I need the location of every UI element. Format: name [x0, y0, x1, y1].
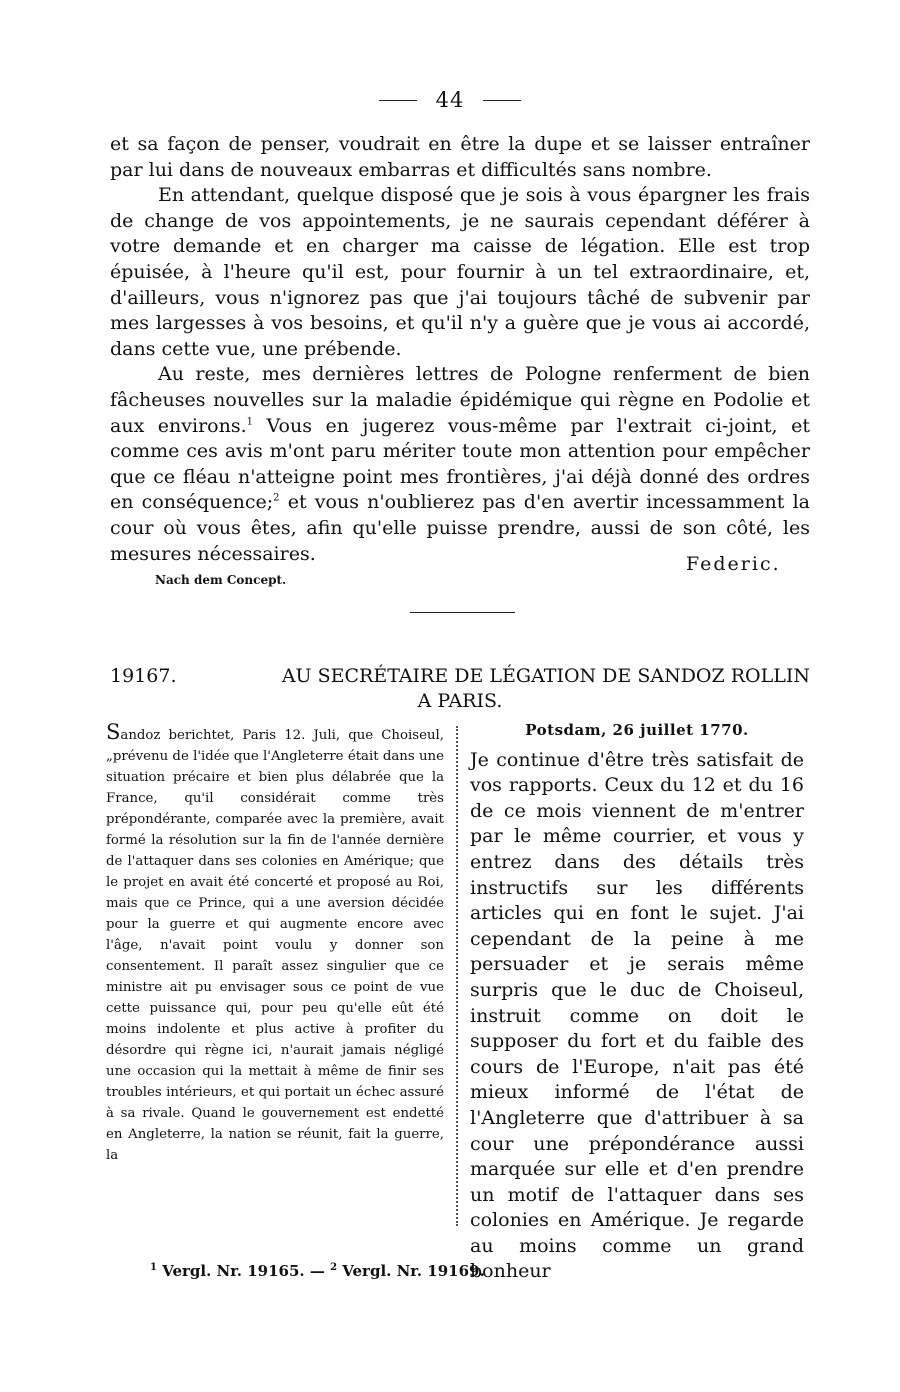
header-dash-left	[379, 100, 417, 101]
footnote-text-2: Vergl. Nr. 19169.	[337, 1262, 485, 1280]
document-title: AU SECRÉTAIRE DE LÉGATION DE SANDOZ ROLLIN	[281, 665, 810, 687]
footnotes	[150, 1262, 485, 1280]
footnote-ref-2: 2	[273, 492, 280, 504]
letter-paragraph-1: et sa façon de penser, voudrait en être la dupe et se laisser entraîner par lui dans de nouveaux embarras et difficultés sans nombre.	[110, 133, 810, 181]
page-header	[0, 88, 900, 112]
summary-text: andoz berichtet, Paris 12. Juli, que Choiseul, „prévenu de l'idée que l'Angleterre était dans une situation précaire et bien plus délabrée que la France, qu'il considérait comme très prépondérante, comparée avec la première, avait formé la résolution sur la fin de l'année dernière de l'attaquer dans ses colonies en Amérique; que le projet en avait été concerté et proposé au Roi, mais que ce Prince, qui a une aversion décidée pour la guerre et qui augmente encore avec l'âge, n'avait point voulu y donner son consentement. Il paraît assez singulier que ce ministre ait pu envisager sous ce point de vue cette puissance qui, pour peu qu'elle eût été moins indolente et plus active à profiter du désordre qui règne ici, n'aurait jamais négligé une occasion qui la mettait à même de finir ses troubles intérieurs, et qui portait un échec assuré à sa rivale. Quand le gouvernement est endetté en Angleterre, la nation se réunit, fait la guerre, la	[106, 728, 444, 1163]
page-number: 44	[435, 88, 465, 112]
paragraph-3-text-a: Au reste, mes dernières lettres de Pologne renferment de bien fâcheuses nouvelles sur la maladie épidémique qui règne en Podolie et aux environs.	[110, 363, 810, 437]
footnote-text-1: Vergl. Nr. 19165. —	[156, 1262, 331, 1280]
document-heading	[110, 664, 810, 714]
column-divider	[456, 726, 458, 1226]
signature: Federic.	[686, 553, 781, 575]
report-summary	[106, 722, 444, 1166]
footnote-ref-1: 1	[246, 416, 254, 428]
footnote-mark-1: 1	[150, 1262, 157, 1273]
letter-paragraph-2: En attendant, quelque disposé que je sois à vous épargner les frais de change de vos appointements, je ne saurais cependant déférer à votre demande et en charger ma caisse de légation. Elle est trop épuisée, à l'heure qu'il est, pour fournir à un tel extraordinaire, et, d'ailleurs, vous n'ignorez pas que j'ai toujours tâché de subvenir par mes largesses à vos besoins, et qu'il n'y a guère que je vous ai accordé, dans cette vue, une prébende.	[110, 184, 810, 360]
document-number: 19167.	[110, 665, 177, 687]
footnote-mark-2: 2	[330, 1262, 338, 1273]
summary-paragraph	[106, 722, 444, 1166]
letter-body-text: Je continue d'être très satisfait de vos rapports. Ceux du 12 et du 16 de ce mois viennent de m'entrer par le même courrier, et vous y entrez dans des détails très instructifs sur les différents articles qui en font le sujet. J'ai cependant de la peine à me persuader et je serais même surpris que le duc de Choiseul, instruit comme on doit le supposer du fort et du faible des cours de l'Europe, n'ait pas été mieux informé de l'état de l'Angleterre que d'attribuer à sa cour une prépondérance aussi marquée sur elle et d'en prendre un motif de l'attaquer dans ses colonies en Amérique. Je regarde au moins comme un grand bonheur	[470, 748, 804, 1283]
heading-line-1	[110, 664, 810, 689]
document-title-line-2: A PARIS.	[417, 690, 503, 712]
letter-continuation	[110, 132, 810, 567]
paragraph-3-text-b: Vous en jugerez vous-même par l'extrait ci-joint, et comme ces avis m'ont paru mériter toute mon attention pour empêcher que ce fléau n'atteigne point mes frontières, j'ai déjà donné des ordres en conséquence;	[110, 414, 810, 514]
letter-paragraph-3	[110, 362, 810, 567]
letter-date: Potsdam, 26 juillet 1770.	[525, 721, 749, 739]
letter-body	[470, 718, 804, 1285]
summary-initial: S	[106, 720, 121, 744]
source-note: Nach dem Concept.	[155, 573, 287, 587]
paragraph-3-text-c: et vous n'oublierez pas d'en avertir incessamment la cour où vous êtes, afin qu'elle puisse prendre, aussi de son côté, les mesures nécessaires.	[110, 491, 810, 565]
header-dash-right	[483, 100, 521, 101]
section-divider	[410, 612, 515, 613]
